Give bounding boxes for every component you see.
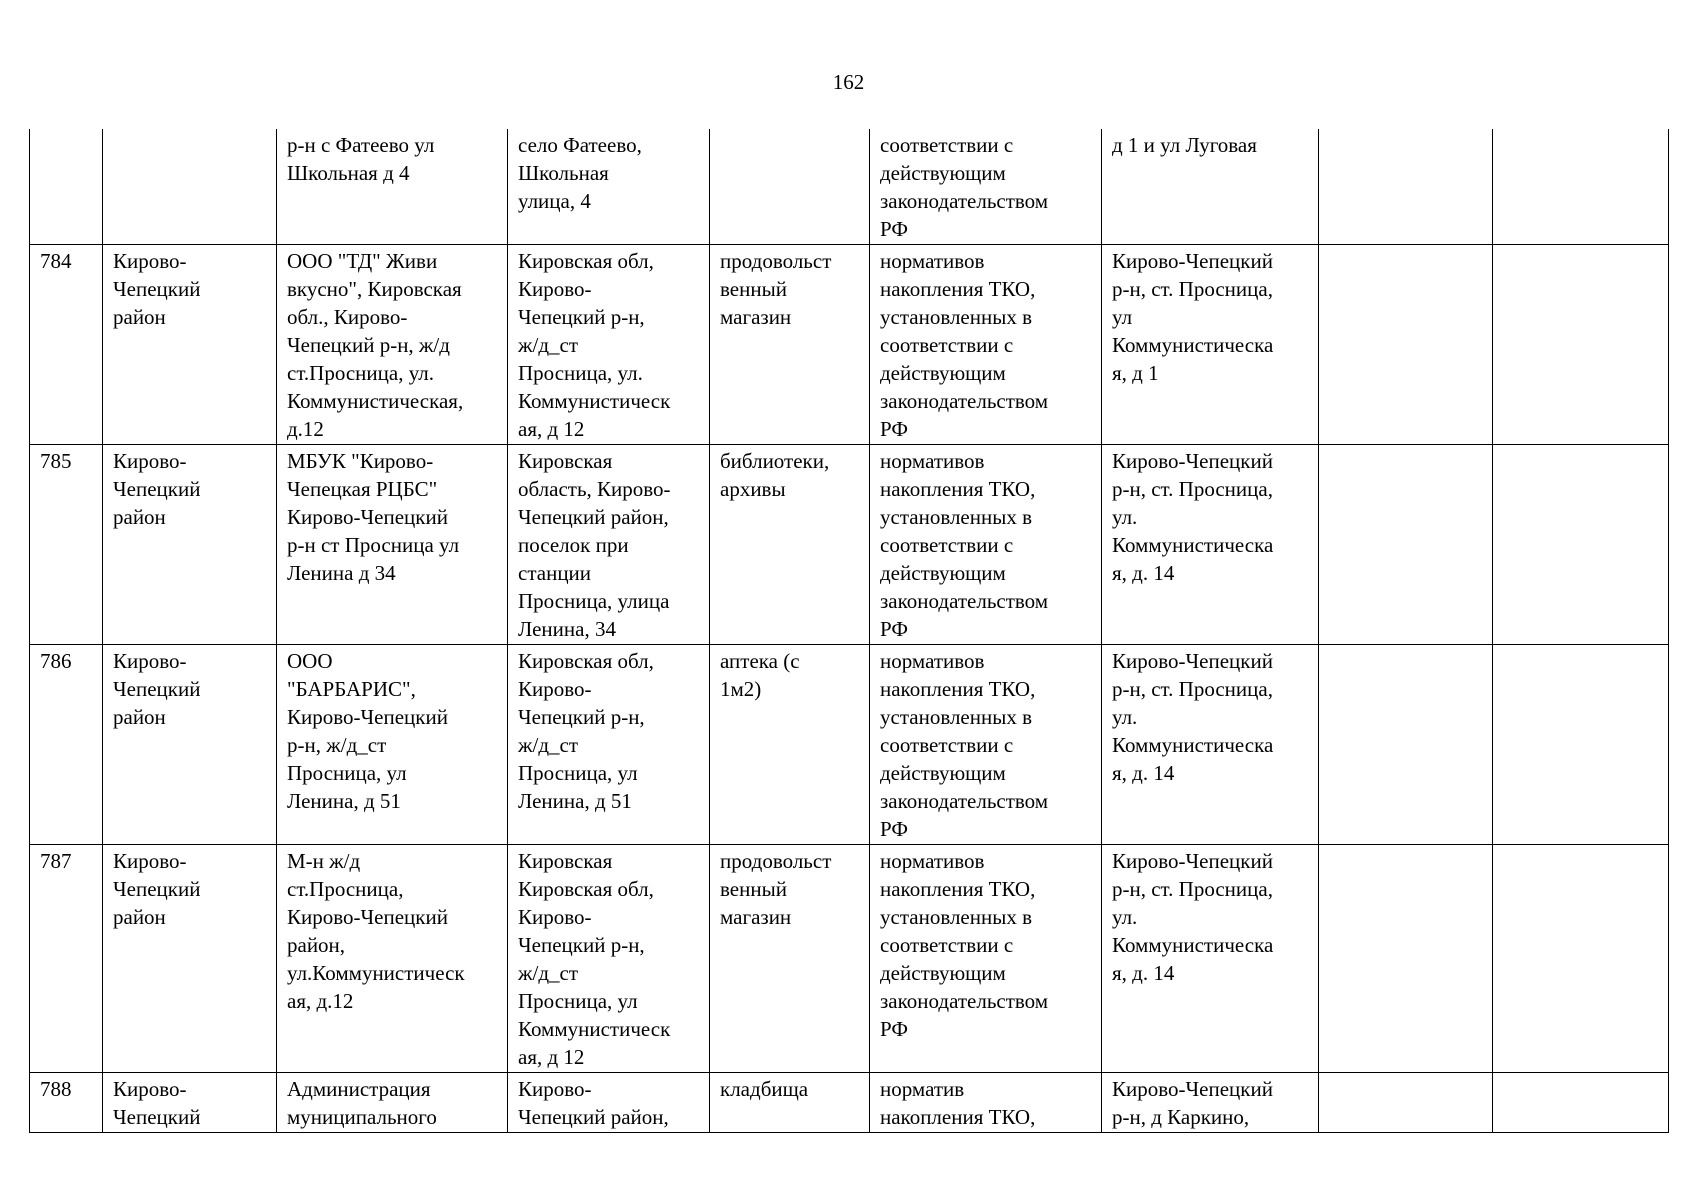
owner-cell: р-н с Фатеево ул Школьная д 4 xyxy=(277,129,508,245)
table-row xyxy=(30,645,1669,845)
row-number: 787 xyxy=(30,845,103,1073)
site-cell: Кирово-Чепецкий р-н, ст. Просница, ул. Коммунистическа я, д. 14 xyxy=(1102,445,1319,645)
extra-cell-2 xyxy=(1493,845,1669,1073)
district-cell: Кирово- Чепецкий район xyxy=(103,845,277,1073)
category-cell: продовольст венный магазин xyxy=(710,245,870,445)
category-cell: аптека (с 1м2) xyxy=(710,645,870,845)
extra-cell-2 xyxy=(1493,645,1669,845)
row-number: 786 xyxy=(30,645,103,845)
page-number: 162 xyxy=(832,70,865,94)
site-cell: Кирово-Чепецкий р-н, ст. Просница, ул. Коммунистическа я, д. 14 xyxy=(1102,645,1319,845)
district-cell: Кирово- Чепецкий район xyxy=(103,445,277,645)
extra-cell-1 xyxy=(1319,445,1493,645)
extra-cell-1 xyxy=(1319,845,1493,1073)
address-cell: село Фатеево, Школьная улица, 4 xyxy=(508,129,710,245)
table-row xyxy=(30,129,1669,245)
address-cell: Кирово- Чепецкий район, xyxy=(508,1073,710,1133)
owner-cell: ООО "ТД" Живи вкусно", Кировская обл., Кирово- Чепецкий р-н, ж/д ст.Просница, ул. Коммунистическая, д.12 xyxy=(277,245,508,445)
table-row xyxy=(30,245,1669,445)
category-cell xyxy=(710,129,870,245)
norm-cell: нормативов накопления ТКО, установленных в соответствии с действующим законодательством РФ xyxy=(870,645,1102,845)
site-cell: Кирово-Чепецкий р-н, д Каркино, xyxy=(1102,1073,1319,1133)
owner-cell: М-н ж/д ст.Просница, Кирово-Чепецкий район, ул.Коммунистическ ая, д.12 xyxy=(277,845,508,1073)
norm-cell: соответствии с действующим законодательством РФ xyxy=(870,129,1102,245)
norm-cell: нормативов накопления ТКО, установленных в соответствии с действующим законодательством РФ xyxy=(870,245,1102,445)
category-cell: библиотеки, архивы xyxy=(710,445,870,645)
extra-cell-1 xyxy=(1319,645,1493,845)
registry-table xyxy=(29,129,1669,1133)
table-row xyxy=(30,845,1669,1073)
extra-cell-2 xyxy=(1493,445,1669,645)
row-number: 788 xyxy=(30,1073,103,1133)
row-number: 785 xyxy=(30,445,103,645)
district-cell: Кирово- Чепецкий район xyxy=(103,245,277,445)
extra-cell-1 xyxy=(1319,129,1493,245)
site-cell: Кирово-Чепецкий р-н, ст. Просница, ул. Коммунистическа я, д. 14 xyxy=(1102,845,1319,1073)
owner-cell: Администрация муниципального xyxy=(277,1073,508,1133)
table-row xyxy=(30,445,1669,645)
extra-cell-1 xyxy=(1319,245,1493,445)
category-cell: продовольст венный магазин xyxy=(710,845,870,1073)
owner-cell: ООО "БАРБАРИС", Кирово-Чепецкий р-н, ж/д_ст Просница, ул Ленина, д 51 xyxy=(277,645,508,845)
site-cell: Кирово-Чепецкий р-н, ст. Просница, ул Коммунистическа я, д 1 xyxy=(1102,245,1319,445)
address-cell: Кировская область, Кирово- Чепецкий район, поселок при станции Просница, улица Ленина, 34 xyxy=(508,445,710,645)
row-number: 784 xyxy=(30,245,103,445)
address-cell: Кировская Кировская обл, Кирово- Чепецкий р-н, ж/д_ст Просница, ул Коммунистическ ая, д 12 xyxy=(508,845,710,1073)
norm-cell: нормативов накопления ТКО, установленных в соответствии с действующим законодательством РФ xyxy=(870,445,1102,645)
extra-cell-2 xyxy=(1493,1073,1669,1133)
extra-cell-1 xyxy=(1319,1073,1493,1133)
norm-cell: норматив накопления ТКО, xyxy=(870,1073,1102,1133)
district-cell: Кирово- Чепецкий xyxy=(103,1073,277,1133)
table-row xyxy=(30,1073,1669,1133)
district-cell xyxy=(103,129,277,245)
row-number xyxy=(30,129,103,245)
owner-cell: МБУК "Кирово- Чепецкая РЦБС" Кирово-Чепецкий р-н ст Просница ул Ленина д 34 xyxy=(277,445,508,645)
district-cell: Кирово- Чепецкий район xyxy=(103,645,277,845)
extra-cell-2 xyxy=(1493,129,1669,245)
extra-cell-2 xyxy=(1493,245,1669,445)
category-cell: кладбища xyxy=(710,1073,870,1133)
norm-cell: нормативов накопления ТКО, установленных в соответствии с действующим законодательством РФ xyxy=(870,845,1102,1073)
address-cell: Кировская обл, Кирово- Чепецкий р-н, ж/д_ст Просница, ул Ленина, д 51 xyxy=(508,645,710,845)
site-cell: д 1 и ул Луговая xyxy=(1102,129,1319,245)
address-cell: Кировская обл, Кирово- Чепецкий р-н, ж/д_ст Просница, ул. Коммунистическ ая, д 12 xyxy=(508,245,710,445)
